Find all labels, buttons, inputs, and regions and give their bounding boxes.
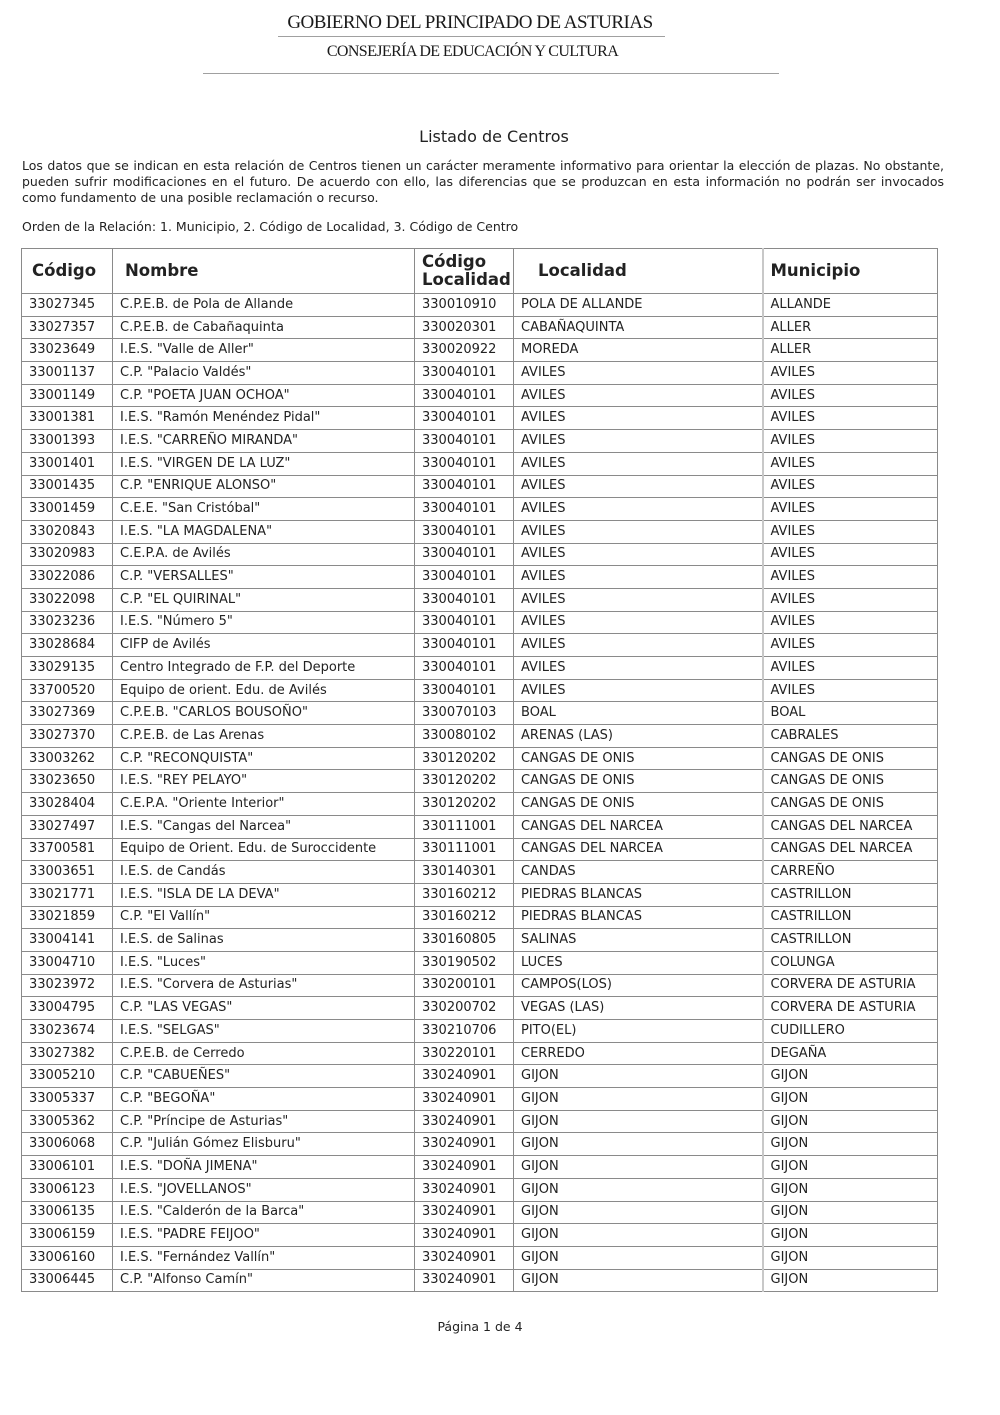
cell-municipio: GIJON [763,1178,938,1201]
cell-municipio: DEGAÑA [763,1042,938,1065]
cell-nombre: C.P. "LAS VEGAS" [113,997,415,1020]
cell-nombre: I.E.S. "Corvera de Asturias" [113,974,415,997]
cell-nombre: C.P.E.B. de Las Arenas [113,725,415,748]
cell-codigo: 33028404 [22,793,113,816]
cell-localidad: CANGAS DE ONIS [514,793,763,816]
cell-localidad: BOAL [514,702,763,725]
cell-municipio: GIJON [763,1246,938,1269]
cell-localidad: CANGAS DEL NARCEA [514,838,763,861]
cell-municipio: AVILES [763,362,938,385]
cell-codigo-localidad: 330240901 [415,1224,514,1247]
cell-nombre: C.P. "RECONQUISTA" [113,747,415,770]
cell-codigo-localidad: 330040101 [415,362,514,385]
table-row [22,566,938,589]
cell-codigo: 33001393 [22,430,113,453]
intro-paragraph: Los datos que se indican en esta relación de Centros tienen un carácter meramente informativo para orientar la elección de plazas. No obstante, pueden sufrir modificaciones en el futuro. De acuerdo con ello, las diferencias que se produzcan en esta información no podrán ser invocados como fundamento de una posible reclamación o recurso. [22,158,944,205]
table-row [22,1042,938,1065]
cell-municipio: AVILES [763,566,938,589]
table-row [22,883,938,906]
cell-codigo: 33006160 [22,1246,113,1269]
cell-nombre: C.P.E.B. de Pola de Allande [113,294,415,317]
cell-nombre: C.P. "POETA JUAN OCHOA" [113,384,415,407]
cell-nombre: I.E.S. "Cangas del Narcea" [113,815,415,838]
cell-localidad: AVILES [514,475,763,498]
cell-nombre: I.E.S. "Fernández Vallín" [113,1246,415,1269]
cell-codigo: 33027345 [22,294,113,317]
cell-codigo: 33023649 [22,339,113,362]
cell-codigo: 33001149 [22,384,113,407]
cell-localidad: PITO(EL) [514,1020,763,1043]
cell-codigo-localidad: 330040101 [415,634,514,657]
cell-codigo-localidad: 330120202 [415,793,514,816]
cell-localidad: AVILES [514,362,763,385]
cell-nombre: I.E.S. de Candás [113,861,415,884]
cell-municipio: AVILES [763,498,938,521]
table-row [22,1224,938,1247]
cell-municipio: AVILES [763,611,938,634]
table-row [22,997,938,1020]
cell-nombre: C.P. "CABUEÑES" [113,1065,415,1088]
cell-codigo-localidad: 330040101 [415,475,514,498]
cell-codigo: 33028684 [22,634,113,657]
cell-codigo-localidad: 330240901 [415,1088,514,1111]
table-row [22,543,938,566]
table-row [22,1065,938,1088]
cell-municipio: AVILES [763,657,938,680]
table-row [22,498,938,521]
cell-codigo-localidad: 330040101 [415,407,514,430]
cell-localidad: AVILES [514,657,763,680]
cell-codigo: 33005337 [22,1088,113,1111]
column-header-codigo: Código [22,249,113,294]
cell-codigo: 33027497 [22,815,113,838]
cell-municipio: AVILES [763,543,938,566]
table-row [22,929,938,952]
cell-municipio: GIJON [763,1156,938,1179]
cell-codigo-localidad: 330080102 [415,725,514,748]
cell-codigo-localidad: 330040101 [415,566,514,589]
cell-nombre: I.E.S. de Salinas [113,929,415,952]
cell-localidad: CANDAS [514,861,763,884]
table-row [22,1178,938,1201]
table-row [22,657,938,680]
cell-nombre: C.P. "Príncipe de Asturias" [113,1110,415,1133]
cell-nombre: I.E.S. "Ramón Menéndez Pidal" [113,407,415,430]
cell-codigo: 33023236 [22,611,113,634]
cell-municipio: AVILES [763,520,938,543]
cell-municipio: AVILES [763,634,938,657]
cell-nombre: C.P.E.B. de Cabañaquinta [113,316,415,339]
cell-municipio: CABRALES [763,725,938,748]
cell-localidad: CANGAS DE ONIS [514,747,763,770]
table-row [22,452,938,475]
cell-codigo-localidad: 330111001 [415,815,514,838]
cell-codigo-localidad: 330120202 [415,747,514,770]
cell-localidad: AVILES [514,430,763,453]
table-row [22,362,938,385]
cell-localidad: CAMPOS(LOS) [514,974,763,997]
cell-codigo: 33006101 [22,1156,113,1179]
table-row [22,339,938,362]
cell-nombre: CIFP de Avilés [113,634,415,657]
cell-localidad: AVILES [514,611,763,634]
cell-localidad: CERREDO [514,1042,763,1065]
cell-localidad: AVILES [514,520,763,543]
cell-localidad: GIJON [514,1088,763,1111]
cell-localidad: GIJON [514,1201,763,1224]
cell-codigo: 33006068 [22,1133,113,1156]
cell-codigo: 33700581 [22,838,113,861]
table-row [22,725,938,748]
table-row [22,747,938,770]
cell-codigo-localidad: 330040101 [415,657,514,680]
cell-nombre: I.E.S. "PADRE FEIJOO" [113,1224,415,1247]
cell-nombre: C.P. "ENRIQUE ALONSO" [113,475,415,498]
cell-nombre: I.E.S. "Calderón de la Barca" [113,1201,415,1224]
cell-codigo-localidad: 330111001 [415,838,514,861]
cell-codigo-localidad: 330240901 [415,1178,514,1201]
cell-municipio: CUDILLERO [763,1020,938,1043]
column-header-municipio: Municipio [763,249,938,294]
cell-codigo-localidad: 330040101 [415,588,514,611]
cell-codigo: 33006445 [22,1269,113,1292]
cell-codigo-localidad: 330220101 [415,1042,514,1065]
cell-localidad: GIJON [514,1246,763,1269]
cell-codigo-localidad: 330010910 [415,294,514,317]
cell-codigo: 33020983 [22,543,113,566]
cell-nombre: I.E.S. "DOÑA JIMENA" [113,1156,415,1179]
cell-localidad: GIJON [514,1133,763,1156]
cell-codigo: 33006135 [22,1201,113,1224]
cell-codigo: 33020843 [22,520,113,543]
cell-codigo: 33027369 [22,702,113,725]
cell-codigo-localidad: 330240901 [415,1246,514,1269]
column-header-codigo-localidad-line1: Código [422,252,487,271]
column-header-nombre: Nombre [113,249,415,294]
cell-localidad: GIJON [514,1178,763,1201]
table-row [22,384,938,407]
cell-codigo-localidad: 330140301 [415,861,514,884]
cell-localidad: GIJON [514,1156,763,1179]
cell-codigo-localidad: 330070103 [415,702,514,725]
cell-municipio: AVILES [763,407,938,430]
table-header-row [22,249,938,294]
cell-localidad: AVILES [514,407,763,430]
cell-codigo: 33027382 [22,1042,113,1065]
cell-codigo-localidad: 330040101 [415,498,514,521]
cell-codigo-localidad: 330040101 [415,452,514,475]
cell-codigo: 33001381 [22,407,113,430]
table-row [22,906,938,929]
cell-nombre: C.P. "VERSALLES" [113,566,415,589]
cell-municipio: AVILES [763,384,938,407]
cell-codigo: 33021859 [22,906,113,929]
cell-nombre: I.E.S. "Luces" [113,951,415,974]
organization-title: GOBIERNO DEL PRINCIPADO DE ASTURIAS [287,12,653,33]
cell-municipio: CORVERA DE ASTURIA [763,974,938,997]
cell-nombre: C.P. "BEGOÑA" [113,1088,415,1111]
cell-codigo: 33004141 [22,929,113,952]
cell-nombre: C.P. "Palacio Valdés" [113,362,415,385]
cell-localidad: POLA DE ALLANDE [514,294,763,317]
table-row [22,815,938,838]
cell-codigo-localidad: 330020301 [415,316,514,339]
table-row [22,861,938,884]
cell-municipio: GIJON [763,1065,938,1088]
cell-codigo: 33001137 [22,362,113,385]
cell-nombre: I.E.S. "Valle de Aller" [113,339,415,362]
cell-municipio: CARREÑO [763,861,938,884]
cell-localidad: LUCES [514,951,763,974]
cell-codigo-localidad: 330040101 [415,520,514,543]
cell-codigo-localidad: 330040101 [415,384,514,407]
cell-municipio: AVILES [763,679,938,702]
cell-codigo-localidad: 330240901 [415,1110,514,1133]
table-row [22,974,938,997]
table-row [22,702,938,725]
table-row [22,1201,938,1224]
cell-codigo-localidad: 330200702 [415,997,514,1020]
cell-codigo-localidad: 330040101 [415,430,514,453]
cell-codigo: 33027357 [22,316,113,339]
cell-localidad: AVILES [514,543,763,566]
cell-codigo: 33029135 [22,657,113,680]
cell-codigo: 33006123 [22,1178,113,1201]
cell-codigo: 33003262 [22,747,113,770]
table-row [22,793,938,816]
cell-codigo-localidad: 330240901 [415,1065,514,1088]
cell-municipio: CANGAS DE ONIS [763,770,938,793]
cell-nombre: I.E.S. "SELGAS" [113,1020,415,1043]
table-body [22,294,938,1292]
cell-nombre: I.E.S. "REY PELAYO" [113,770,415,793]
cell-codigo: 33005210 [22,1065,113,1088]
cell-codigo: 33023972 [22,974,113,997]
cell-nombre: I.E.S. "LA MAGDALENA" [113,520,415,543]
cell-localidad: AVILES [514,566,763,589]
cell-nombre: Equipo de Orient. Edu. de Suroccidente [113,838,415,861]
table-row [22,520,938,543]
header-divider-bottom [203,73,779,74]
cell-municipio: ALLER [763,339,938,362]
cell-codigo-localidad: 330040101 [415,679,514,702]
table-row [22,770,938,793]
cell-localidad: CABAÑAQUINTA [514,316,763,339]
table-row [22,679,938,702]
cell-municipio: CASTRILLON [763,883,938,906]
cell-municipio: AVILES [763,588,938,611]
cell-codigo: 33005362 [22,1110,113,1133]
cell-municipio: AVILES [763,452,938,475]
cell-nombre: C.E.E. "San Cristóbal" [113,498,415,521]
cell-nombre: I.E.S. "VIRGEN DE LA LUZ" [113,452,415,475]
cell-codigo: 33001401 [22,452,113,475]
cell-municipio: ALLER [763,316,938,339]
cell-localidad: GIJON [514,1065,763,1088]
cell-municipio: ALLANDE [763,294,938,317]
cell-nombre: Centro Integrado de F.P. del Deporte [113,657,415,680]
cell-localidad: PIEDRAS BLANCAS [514,906,763,929]
cell-localidad: AVILES [514,588,763,611]
table-row [22,1020,938,1043]
cell-localidad: GIJON [514,1224,763,1247]
cell-codigo-localidad: 330160805 [415,929,514,952]
cell-municipio: GIJON [763,1224,938,1247]
column-header-codigo-localidad-line2: Localidad [422,270,511,289]
page-number: Página 1 de 4 [437,1319,523,1334]
table-row [22,1156,938,1179]
cell-localidad: CANGAS DEL NARCEA [514,815,763,838]
cell-localidad: AVILES [514,679,763,702]
cell-codigo-localidad: 330210706 [415,1020,514,1043]
table-row [22,588,938,611]
cell-municipio: GIJON [763,1133,938,1156]
table-row [22,634,938,657]
cell-municipio: CORVERA DE ASTURIA [763,997,938,1020]
cell-municipio: CANGAS DE ONIS [763,747,938,770]
cell-nombre: C.P. "Julián Gómez Elisburu" [113,1133,415,1156]
cell-localidad: GIJON [514,1269,763,1292]
cell-codigo-localidad: 330020922 [415,339,514,362]
cell-municipio: GIJON [763,1201,938,1224]
cell-localidad: GIJON [514,1110,763,1133]
cell-localidad: VEGAS (LAS) [514,997,763,1020]
cell-codigo-localidad: 330190502 [415,951,514,974]
cell-localidad: AVILES [514,452,763,475]
cell-codigo-localidad: 330240901 [415,1201,514,1224]
cell-municipio: GIJON [763,1088,938,1111]
cell-codigo-localidad: 330240901 [415,1133,514,1156]
cell-nombre: C.P. "Alfonso Camín" [113,1269,415,1292]
cell-nombre: I.E.S. "Número 5" [113,611,415,634]
table-row [22,430,938,453]
sort-order-note: Orden de la Relación: 1. Municipio, 2. Código de Localidad, 3. Código de Centro [22,219,519,234]
cell-nombre: I.E.S. "ISLA DE LA DEVA" [113,883,415,906]
cell-nombre: C.P. "El Vallín" [113,906,415,929]
table-row [22,475,938,498]
cell-nombre: C.E.P.A. "Oriente Interior" [113,793,415,816]
table-row [22,1133,938,1156]
cell-nombre: I.E.S. "JOVELLANOS" [113,1178,415,1201]
cell-codigo: 33006159 [22,1224,113,1247]
cell-codigo: 33027370 [22,725,113,748]
department-title: CONSEJERÍA DE EDUCACIÓN Y CULTURA [326,43,619,60]
table-row [22,407,938,430]
cell-localidad: ARENAS (LAS) [514,725,763,748]
cell-codigo: 33004795 [22,997,113,1020]
cell-codigo-localidad: 330120202 [415,770,514,793]
cell-municipio: CASTRILLON [763,906,938,929]
table-row [22,1246,938,1269]
column-header-codigo-localidad [415,249,514,294]
cell-localidad: MOREDA [514,339,763,362]
cell-localidad: SALINAS [514,929,763,952]
table-row [22,611,938,634]
cell-nombre: C.E.P.A. de Avilés [113,543,415,566]
cell-nombre: I.E.S. "CARREÑO MIRANDA" [113,430,415,453]
cell-nombre: C.P.E.B. "CARLOS BOUSOÑO" [113,702,415,725]
cell-municipio: CASTRILLON [763,929,938,952]
cell-municipio: BOAL [763,702,938,725]
cell-codigo: 33023650 [22,770,113,793]
cell-municipio: AVILES [763,475,938,498]
cell-codigo: 33021771 [22,883,113,906]
cell-municipio: AVILES [763,430,938,453]
cell-codigo: 33022086 [22,566,113,589]
cell-localidad: AVILES [514,634,763,657]
cell-codigo: 33004710 [22,951,113,974]
cell-codigo: 33023674 [22,1020,113,1043]
cell-municipio: GIJON [763,1110,938,1133]
cell-codigo: 33022098 [22,588,113,611]
table-row [22,838,938,861]
cell-codigo-localidad: 330040101 [415,543,514,566]
header-divider [278,36,665,37]
cell-municipio: CANGAS DE ONIS [763,793,938,816]
table-row [22,316,938,339]
page-title: Listado de Centros [419,127,569,146]
table-row [22,294,938,317]
column-header-localidad: Localidad [514,249,763,294]
table-row [22,1269,938,1292]
cell-codigo-localidad: 330240901 [415,1156,514,1179]
cell-municipio: CANGAS DEL NARCEA [763,838,938,861]
cell-codigo-localidad: 330040101 [415,611,514,634]
cell-nombre: Equipo de orient. Edu. de Avilés [113,679,415,702]
cell-codigo-localidad: 330160212 [415,906,514,929]
cell-codigo: 33001435 [22,475,113,498]
cell-localidad: AVILES [514,384,763,407]
cell-municipio: COLUNGA [763,951,938,974]
cell-localidad: CANGAS DE ONIS [514,770,763,793]
cell-codigo: 33003651 [22,861,113,884]
table-row [22,1088,938,1111]
cell-municipio: GIJON [763,1269,938,1292]
cell-localidad: PIEDRAS BLANCAS [514,883,763,906]
cell-localidad: AVILES [514,498,763,521]
cell-codigo-localidad: 330240901 [415,1269,514,1292]
table-row [22,951,938,974]
centers-table [21,248,938,1292]
table-row [22,1110,938,1133]
cell-codigo-localidad: 330200101 [415,974,514,997]
cell-municipio: CANGAS DEL NARCEA [763,815,938,838]
cell-nombre: C.P.E.B. de Cerredo [113,1042,415,1065]
cell-codigo: 33001459 [22,498,113,521]
cell-codigo: 33700520 [22,679,113,702]
cell-nombre: C.P. "EL QUIRINAL" [113,588,415,611]
cell-codigo-localidad: 330160212 [415,883,514,906]
